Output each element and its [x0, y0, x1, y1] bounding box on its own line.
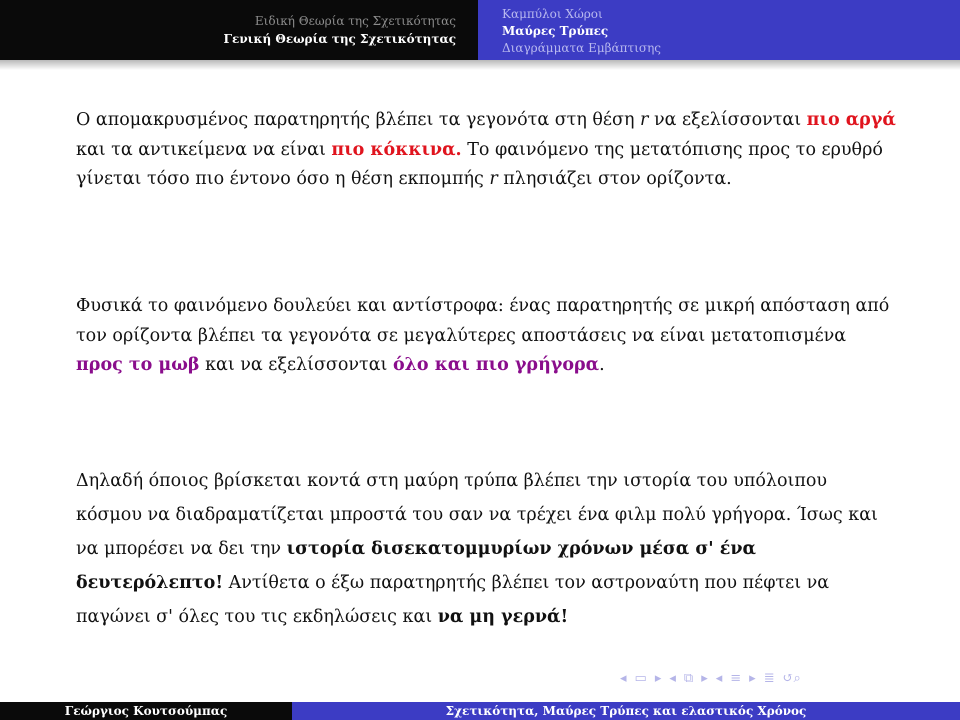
nav-subsection-prev-icon[interactable]: ◂: [669, 670, 676, 686]
emphasis-violet: προς το μωβ: [76, 355, 200, 375]
emphasis-slower: πιο αργά: [806, 110, 896, 130]
nav-align-icon[interactable]: ≣: [763, 670, 775, 686]
text-run: Φυσικά το φαινόμενο δουλεύει και αντίστροφα: ένας παρατηρητής σε μικρή απόσταση από τον ορίζοντα βλέπει τα γεγονότα σε μεγαλύτερες αποστάσεις να είναι μετατοπισμένα: [76, 296, 890, 346]
paragraph-blueshift: [76, 292, 896, 381]
text-run: να εξελίσσονται: [648, 110, 807, 130]
nav-subsection-icon[interactable]: ⧉: [683, 670, 694, 686]
header-subsections: [478, 0, 960, 60]
nav-section-next-icon[interactable]: ▸: [749, 670, 756, 686]
text-run: Αντίθετα ο έξω παρατηρητής βλέπει τον αστροναύτη που πέφτει να παγώνει σ' όλες του τις εκδηλώσεις και: [76, 573, 830, 627]
text-run: .: [599, 355, 605, 375]
nav-frame-next-icon[interactable]: ▸: [654, 670, 662, 686]
text-run: και τα αντικείμενα να είναι: [76, 139, 332, 160]
footer-title: Σχετικότητα, Μαύρες Τρύπες και ελαστικός Χρόνος: [292, 702, 960, 720]
nav-section-prev-icon[interactable]: ◂: [715, 670, 723, 686]
footer-bar: [0, 702, 960, 720]
subsection-curved-spaces[interactable]: Καμπύλοι Χώροι: [502, 7, 603, 21]
header-sections: [0, 0, 478, 60]
nav-section-icon[interactable]: ≡: [730, 670, 742, 686]
emphasis-redder: πιο κόκκινα.: [331, 139, 462, 160]
nav-search-icon[interactable]: ↺⌕: [782, 670, 801, 686]
beamer-navigation: [620, 668, 950, 688]
text-run: πλησιάζει στον ορίζοντα.: [497, 169, 732, 189]
math-r: r: [640, 110, 649, 130]
subsection-embedding-diagrams[interactable]: Διαγράμματα Εμβάπτισης: [502, 41, 661, 55]
header-bar: [0, 0, 960, 60]
section-special-relativity[interactable]: Ειδική Θεωρία της Σχετικότητας: [254, 14, 456, 28]
emphasis-billions-years: ιστορία δισεκατομμυρίων χρόνων μέσα σ' ένα δευτερόλεπτο!: [76, 539, 756, 593]
text-run: Το φαινόμενο της μετατόπισης προς το ερυθρό γίνεται τόσο πιο έντονο όσο η θέση εκπομπής: [76, 139, 883, 189]
subsection-black-holes[interactable]: Μαύρες Τρύπες: [502, 24, 609, 38]
math-r: r: [489, 169, 498, 189]
text-run: και να εξελίσσονται: [199, 355, 393, 375]
emphasis-faster: όλο και πιο γρήγορα: [392, 355, 600, 375]
paragraph-redshift: [76, 106, 896, 195]
section-general-relativity[interactable]: Γενική Θεωρία της Σχετικότητας: [223, 32, 456, 46]
text-run: Ο απομακρυσμένος παρατηρητής βλέπει τα γεγονότα στη θέση: [76, 110, 640, 130]
emphasis-not-aging: να μη γερνά!: [437, 607, 569, 627]
footer-author: Γεώργιος Κουτσούμπας: [0, 702, 292, 720]
nav-frame-prev-icon[interactable]: ◂: [620, 670, 627, 686]
header-shadow: [0, 60, 960, 70]
nav-subsection-next-icon[interactable]: ▸: [701, 670, 708, 686]
text-run: Δηλαδή όποιος βρίσκεται κοντά στη μαύρη τρύπα βλέπει την ιστορία του υπόλοιπου κόσμου να διαδραματίζεται μπροστά του σαν να τρέχει ένα φιλμ πολύ γρήγορα. Ίσως και να μπορέσει να δει την: [76, 471, 878, 559]
nav-frame-icon[interactable]: ▭: [634, 670, 647, 686]
paragraph-history: [76, 464, 896, 634]
